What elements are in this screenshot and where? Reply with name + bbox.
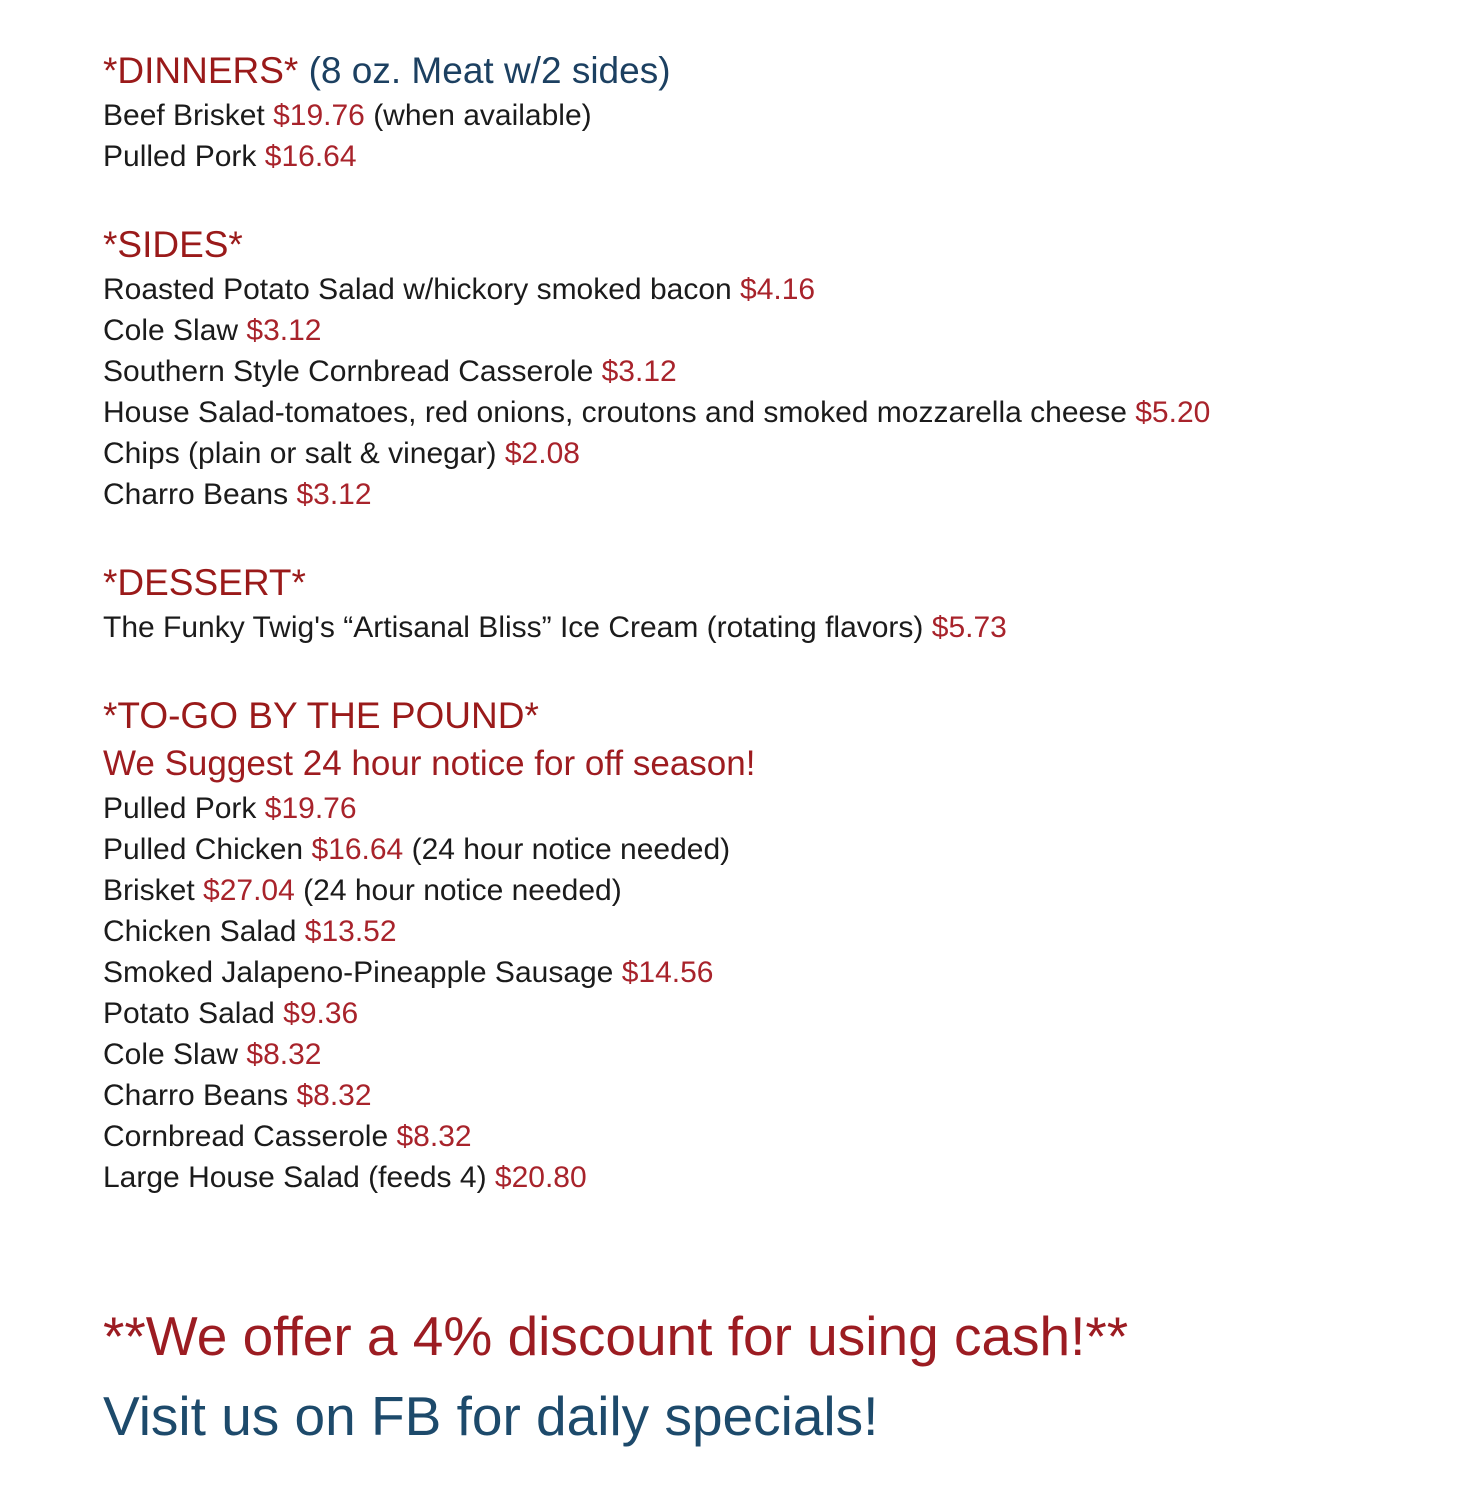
item-price: $4.16: [740, 273, 816, 306]
item-name: Pulled Pork: [103, 140, 257, 173]
section-dinners-header: [103, 46, 1412, 95]
section-to-go-header: [103, 691, 1412, 740]
menu-item: [103, 1157, 1412, 1198]
item-price: $13.52: [304, 915, 397, 948]
item-price: $16.64: [311, 833, 404, 866]
section-dessert-header: [103, 558, 1412, 607]
menu-item: [103, 1116, 1412, 1157]
item-note: (24 hour notice needed): [411, 833, 731, 866]
menu-item: [103, 788, 1412, 829]
cash-discount-line: **We offer a 4% discount for using cash!**: [103, 1305, 1129, 1367]
item-price: $5.73: [931, 611, 1007, 644]
menu-item: [103, 95, 1412, 136]
item-price: $3.12: [601, 355, 677, 388]
menu-item: [103, 870, 1412, 911]
section-title: *DESSERT*: [103, 562, 306, 603]
item-price: $8.32: [296, 1079, 372, 1112]
menu-item: [103, 136, 1412, 177]
menu-item: [103, 607, 1412, 648]
section-title: *SIDES*: [103, 224, 243, 265]
menu-item: [103, 310, 1412, 351]
section-sides: [103, 220, 1412, 515]
menu-item: [103, 952, 1412, 993]
item-name: Pulled Chicken: [103, 833, 304, 866]
menu-item: [103, 269, 1412, 310]
section-title-suffix: (8 oz. Meat w/2 sides): [308, 50, 671, 91]
item-price: $19.76: [264, 792, 357, 825]
item-price: $27.04: [203, 874, 295, 907]
item-name: Beef Brisket: [103, 99, 265, 132]
section-dessert: [103, 558, 1412, 648]
item-name: Cole Slaw: [103, 1038, 239, 1071]
item-name: Cole Slaw: [103, 314, 239, 347]
item-name: The Funky Twig's “Artisanal Bliss” Ice Cream (rotating flavors): [103, 611, 924, 644]
menu-item: [103, 829, 1412, 870]
item-price: $5.20: [1135, 396, 1211, 429]
item-price: $16.64: [264, 140, 357, 173]
item-name: Charro Beans: [103, 478, 289, 511]
item-name: Southern Style Cornbread Casserole: [103, 355, 594, 388]
menu-item: [103, 392, 1412, 433]
item-price: $20.80: [494, 1161, 587, 1194]
item-name: Potato Salad: [103, 997, 275, 1030]
item-price: $2.08: [504, 437, 580, 470]
item-note: (24 hour notice needed): [303, 874, 622, 907]
item-price: $19.76: [273, 99, 365, 132]
item-name: Pulled Pork: [103, 792, 257, 825]
item-price: $3.12: [246, 314, 322, 347]
footer: [103, 1296, 1412, 1456]
section-subtitle: We Suggest 24 hour notice for off season!: [103, 744, 756, 783]
item-price: $14.56: [621, 956, 714, 989]
menu-item: [103, 1075, 1412, 1116]
item-name: Charro Beans: [103, 1079, 289, 1112]
menu-item: [103, 911, 1412, 952]
item-name: Roasted Potato Salad w/hickory smoked bacon: [103, 273, 732, 306]
item-name: Brisket: [103, 874, 195, 907]
item-price: $8.32: [396, 1120, 472, 1153]
item-name: House Salad-tomatoes, red onions, croutons and smoked mozzarella cheese: [103, 396, 1127, 429]
item-price: $9.36: [283, 997, 359, 1030]
section-sides-header: [103, 220, 1412, 269]
item-name: Chicken Salad: [103, 915, 297, 948]
item-name: Smoked Jalapeno-Pineapple Sausage: [103, 956, 614, 989]
section-to-go: [103, 691, 1412, 1198]
item-note: (when available): [373, 99, 592, 132]
item-name: Chips (plain or salt & vinegar): [103, 437, 497, 470]
section-title: *DINNERS*: [103, 50, 299, 91]
menu-item: [103, 351, 1412, 392]
menu-item: [103, 1034, 1412, 1075]
item-price: $8.32: [246, 1038, 322, 1071]
menu-item: [103, 433, 1412, 474]
section-title: *TO-GO BY THE POUND*: [103, 695, 539, 736]
menu-item: [103, 474, 1412, 515]
menu-item: [103, 993, 1412, 1034]
section-dinners: [103, 46, 1412, 177]
item-name: Large House Salad (feeds 4): [103, 1161, 487, 1194]
item-name: Cornbread Casserole: [103, 1120, 389, 1153]
item-price: $3.12: [296, 478, 372, 511]
facebook-specials-line: Visit us on FB for daily specials!: [103, 1385, 879, 1447]
